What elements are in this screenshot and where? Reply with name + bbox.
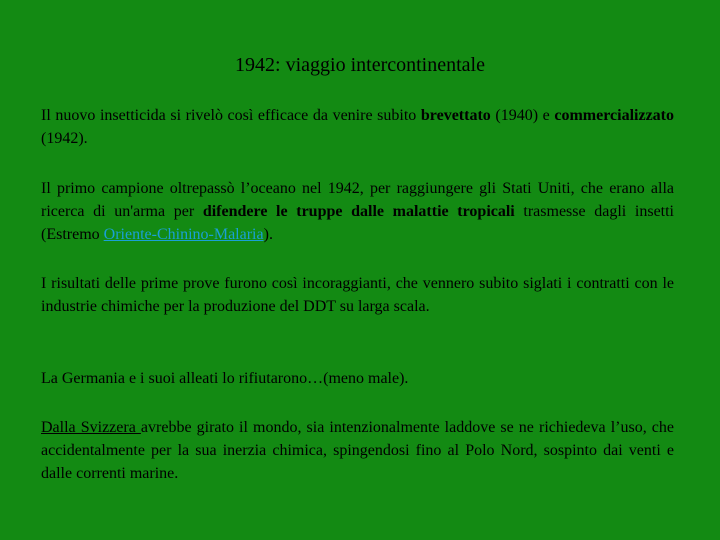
paragraph-text: trasmesse dagli insetti (Estremo	[41, 203, 675, 243]
paragraph-text: Il primo campione oltrepassò l’oceano nel 1942, per raggiungere gli Stati Uniti, che erano alla ricerca di un'arma per	[41, 180, 674, 220]
bold-term-patented: brevettato	[420, 107, 491, 124]
paragraph-results: I risultati delle prime prove furono così incoraggianti, che vennero subito siglati i contratti con le industrie chimiche per la produzione del DDT su larga scala.	[41, 275, 674, 315]
paragraph-text: Il nuovo insetticida si rivelò così efficace da venire subito	[41, 107, 421, 124]
paragraph-switzerland	[41, 416, 674, 485]
paragraph-text: avrebbe girato il mondo, sia intenzionalmente laddove se ne richiedeva l’uso, che accidentalmente per la sua inerzia chimica, spingendosi fino al Polo Nord, sospinto dai venti e dalle correnti marine.	[41, 419, 674, 482]
paragraph-patent	[41, 104, 674, 150]
slide-title: 1942: viaggio intercontinentale	[235, 54, 485, 76]
bold-term-commercialized: commercializzato	[554, 107, 674, 124]
paragraph-text: ).	[263, 226, 273, 243]
paragraph-text: (1942).	[41, 130, 88, 147]
paragraph-first-sample	[41, 177, 674, 246]
paragraph-germany: La Germania e i suoi alleati lo rifiutarono…(meno male).	[41, 370, 409, 387]
paragraph-text: (1940) e	[490, 107, 555, 124]
bold-term-defend-troops: difendere le truppe dalle malattie tropicali	[202, 203, 515, 220]
underlined-text-switzerland: Dalla Svizzera	[41, 419, 141, 436]
link-oriente-chinino-malaria[interactable]: Oriente-Chinino-Malaria	[103, 226, 264, 243]
